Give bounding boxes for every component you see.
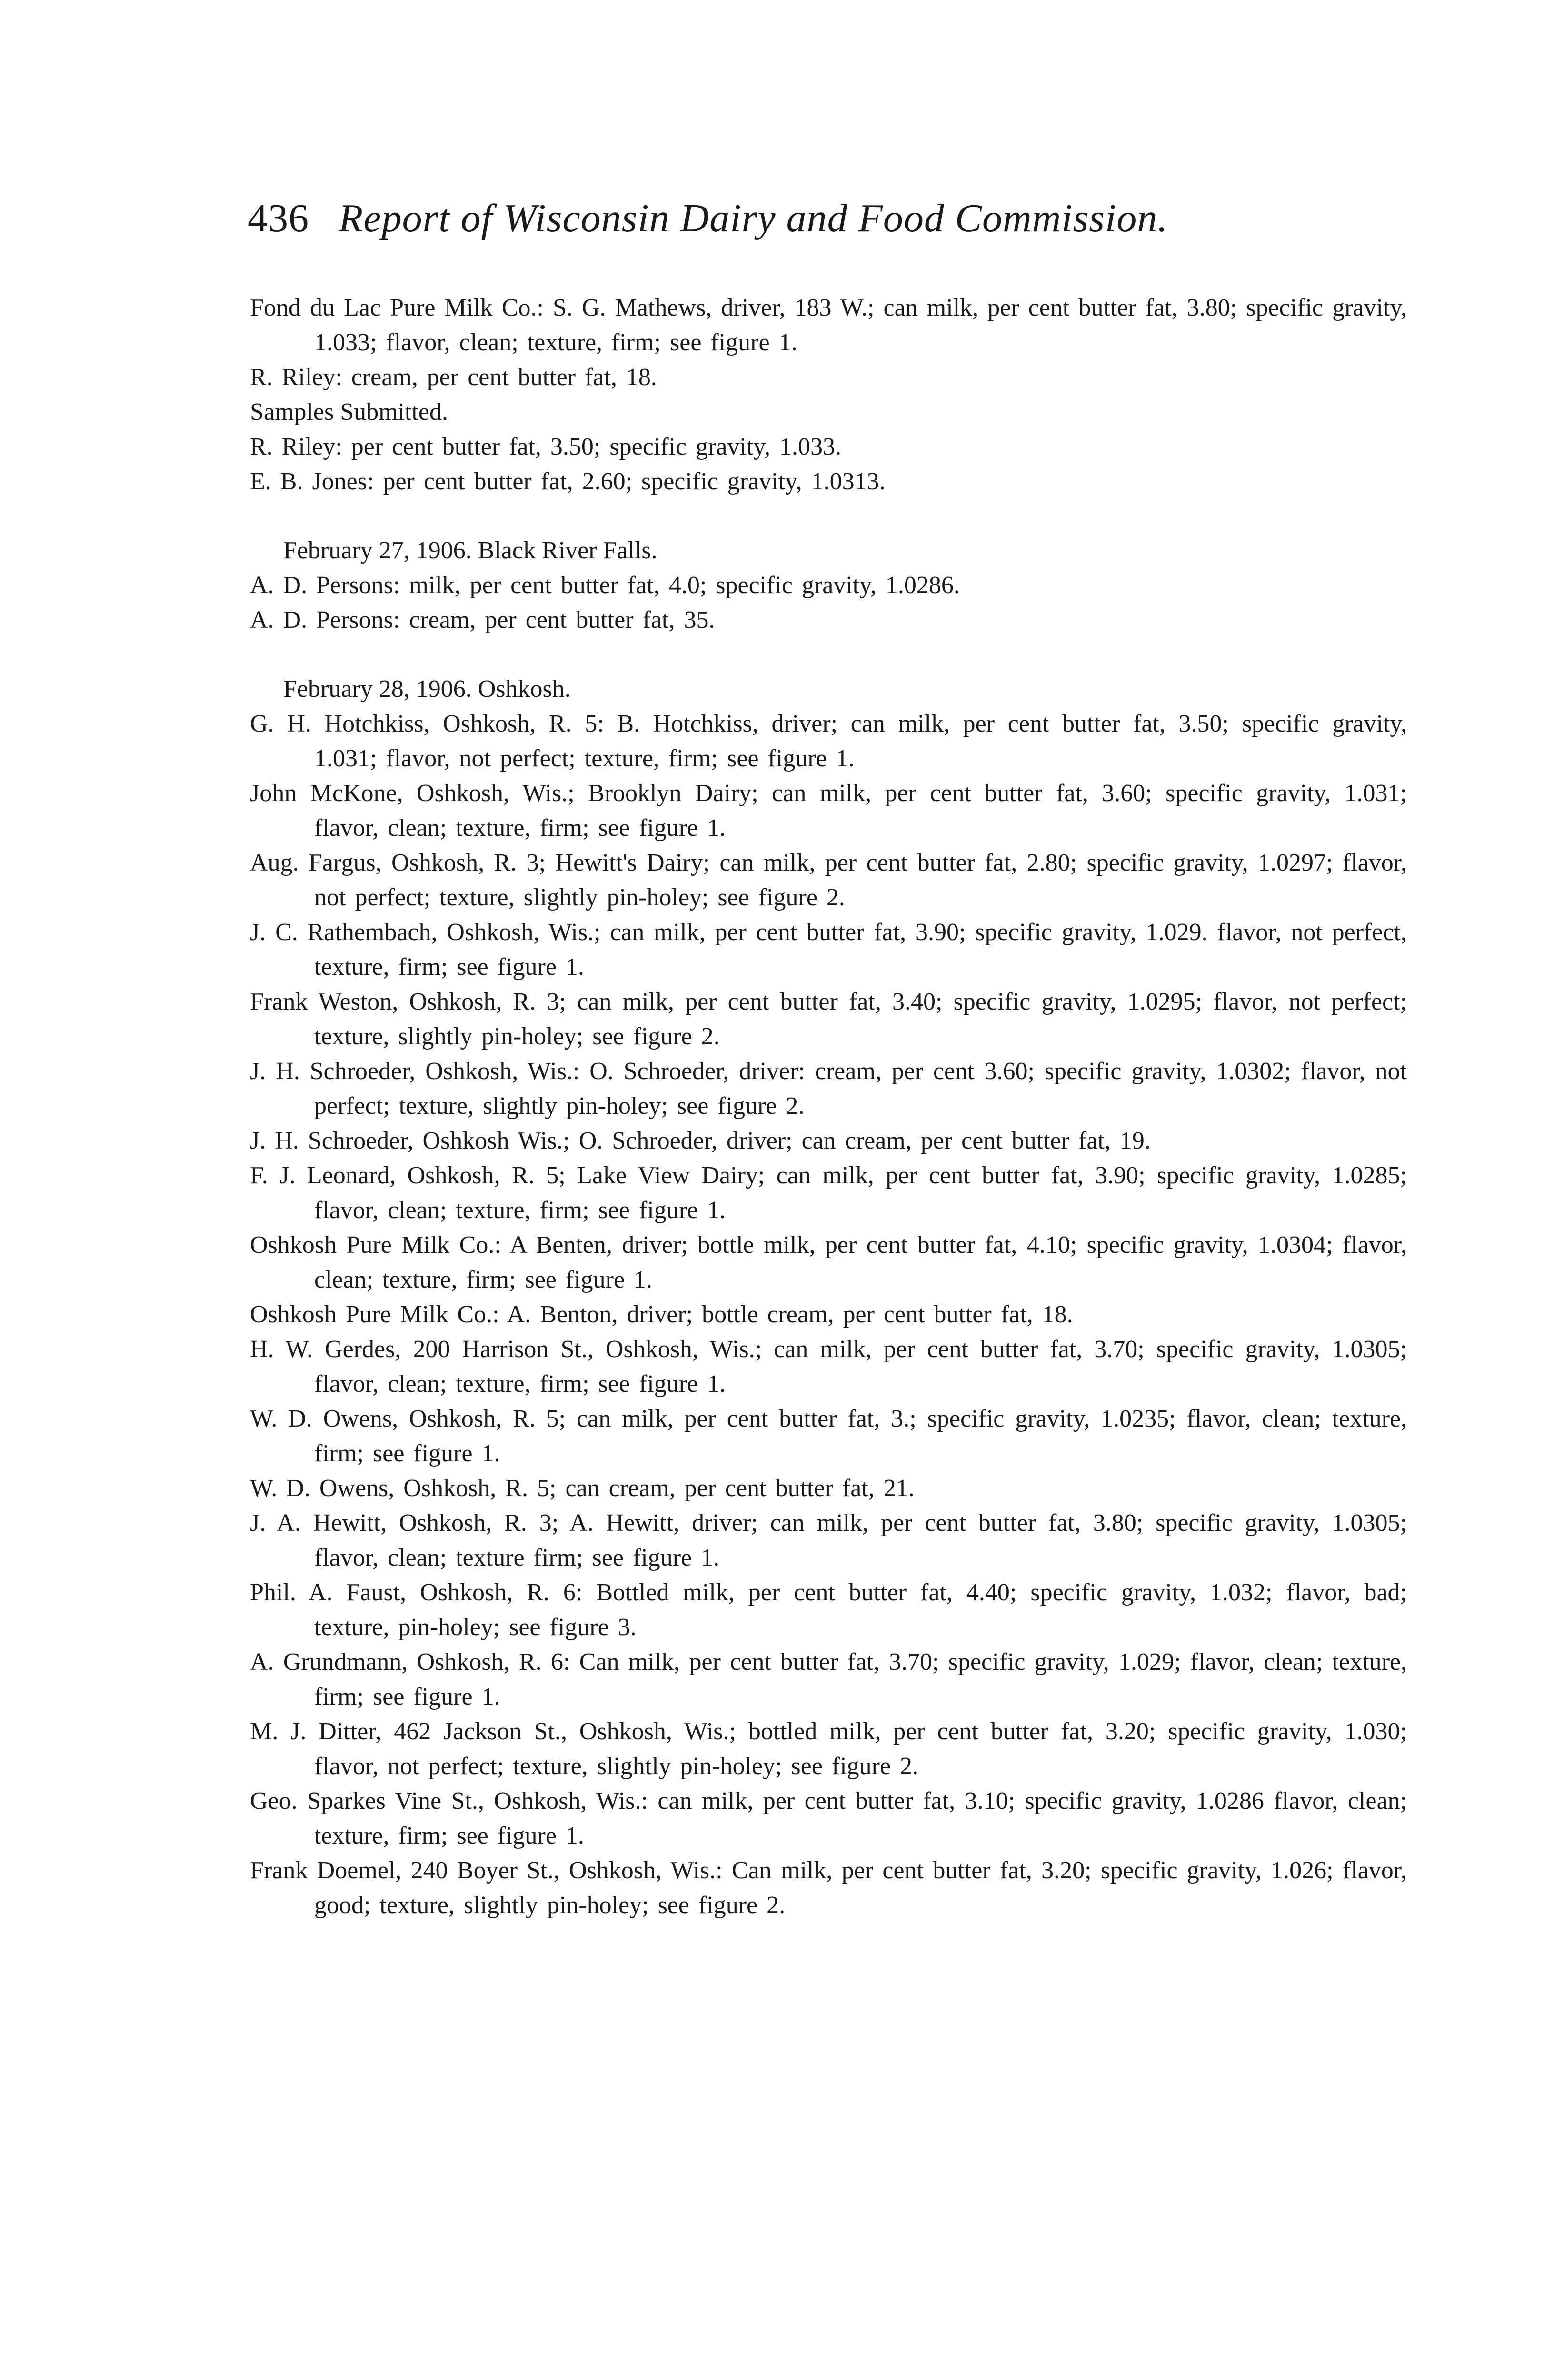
sample-entry: J. C. Rathembach, Oshkosh, Wis.; can milk, per cent butter fat, 3.90; specific gravity, 1.029. flavor, not perfect, texture, firm; see figure 1. (250, 919, 1407, 981)
sample-entry: J. H. Schroeder, Oshkosh, Wis.: O. Schroeder, driver: cream, per cent 3.60; specific gravity, 1.0302; flavor, not perfect; texture, slightly pin-holey; see figure 2. (250, 1058, 1407, 1120)
sample-entry: W. D. Owens, Oshkosh, R. 5; can cream, per cent butter fat, 21. (250, 1475, 915, 1502)
sample-entry: R. Riley: per cent butter fat, 3.50; specific gravity, 1.033. (250, 433, 841, 460)
section-oshkosh (250, 672, 1407, 1923)
sample-entry: Frank Weston, Oshkosh, R. 3; can milk, per cent butter fat, 3.40; specific gravity, 1.0295; flavor, not perfect; texture, slightly pin-holey; see figure 2. (250, 988, 1407, 1050)
sample-entry: F. J. Leonard, Oshkosh, R. 5; Lake View Dairy; can milk, per cent butter fat, 3.90; specific gravity, 1.0285; flavor, clean; texture, firm; see figure 1. (250, 1162, 1407, 1224)
page-number: 436 (248, 196, 309, 240)
sample-entry: J. H. Schroeder, Oshkosh Wis.; O. Schroeder, driver; can cream, per cent butter fat, 19. (250, 1127, 1151, 1154)
sample-entry: John McKone, Oshkosh, Wis.; Brooklyn Dairy; can milk, per cent butter fat, 3.60; specific gravity, 1.031; flavor, clean; texture, firm; see figure 1. (250, 780, 1407, 842)
sample-entry: A. D. Persons: milk, per cent butter fat, 4.0; specific gravity, 1.0286. (250, 572, 960, 599)
section-black-river-falls (250, 533, 1407, 637)
intro-block (250, 290, 1407, 499)
sample-entry: A. D. Persons: cream, per cent butter fat, 35. (250, 606, 715, 634)
sample-entry: H. W. Gerdes, 200 Harrison St., Oshkosh, Wis.; can milk, per cent butter fat, 3.70; specific gravity, 1.0305; flavor, clean; texture, firm; see figure 1. (250, 1336, 1407, 1398)
sample-entry: Frank Doemel, 240 Boyer St., Oshkosh, Wis.: Can milk, per cent butter fat, 3.20; specific gravity, 1.026; flavor, good; texture, slightly pin-holey; see figure 2. (250, 1857, 1407, 1919)
sample-entry: A. Grundmann, Oshkosh, R. 6: Can milk, per cent butter fat, 3.70; specific gravity, 1.029; flavor, clean; texture, firm; see figure 1. (250, 1648, 1407, 1710)
sample-entry: R. Riley: cream, per cent butter fat, 18. (250, 364, 657, 391)
sample-entry: Fond du Lac Pure Milk Co.: S. G. Mathews, driver, 183 W.; can milk, per cent butter fat, 3.80; specific gravity, 1.033; flavor, clean; texture, firm; see figure 1. (250, 294, 1407, 356)
section-heading: February 27, 1906. Black River Falls. (283, 537, 657, 564)
running-title: Report of Wisconsin Dairy and Food Commission. (339, 196, 1168, 240)
section-heading: February 28, 1906. Oshkosh. (283, 675, 571, 703)
sample-entry: G. H. Hotchkiss, Oshkosh, R. 5: B. Hotchkiss, driver; can milk, per cent butter fat, 3.50; specific gravity, 1.031; flavor, not perfect; texture, firm; see figure 1. (250, 710, 1407, 772)
sample-entry: Oshkosh Pure Milk Co.: A Benten, driver; bottle milk, per cent butter fat, 4.10; specific gravity, 1.0304; flavor, clean; texture, firm; see figure 1. (250, 1231, 1407, 1293)
page-header (248, 195, 1168, 241)
sample-entry: Phil. A. Faust, Oshkosh, R. 6: Bottled milk, per cent butter fat, 4.40; specific gravity, 1.032; flavor, bad; texture, pin-holey; see figure 3. (250, 1579, 1407, 1641)
sample-entry: W. D. Owens, Oshkosh, R. 5; can milk, per cent butter fat, 3.; specific gravity, 1.0235; flavor, clean; texture, firm; see figure 1. (250, 1405, 1407, 1467)
sample-entry: Aug. Fargus, Oshkosh, R. 3; Hewitt's Dairy; can milk, per cent butter fat, 2.80; specific gravity, 1.0297; flavor, not perfect; texture, slightly pin-holey; see figure 2. (250, 849, 1407, 911)
sample-entry: Geo. Sparkes Vine St., Oshkosh, Wis.: can milk, per cent butter fat, 3.10; specific gravity, 1.0286 flavor, clean; texture, firm; see figure 1. (250, 1787, 1407, 1849)
sample-entry: Oshkosh Pure Milk Co.: A. Benton, driver; bottle cream, per cent butter fat, 18. (250, 1301, 1073, 1328)
sample-entry: J. A. Hewitt, Oshkosh, R. 3; A. Hewitt, driver; can milk, per cent butter fat, 3.80; specific gravity, 1.0305; flavor, clean; texture firm; see figure 1. (250, 1509, 1407, 1571)
sample-entry: M. J. Ditter, 462 Jackson St., Oshkosh, Wis.; bottled milk, per cent butter fat, 3.20; specific gravity, 1.030; flavor, not perfect; texture, slightly pin-holey; see figure 2. (250, 1718, 1407, 1780)
sample-entry: E. B. Jones: per cent butter fat, 2.60; specific gravity, 1.0313. (250, 468, 886, 495)
samples-subheading: Samples Submitted. (250, 398, 448, 426)
report-body (250, 290, 1407, 1923)
